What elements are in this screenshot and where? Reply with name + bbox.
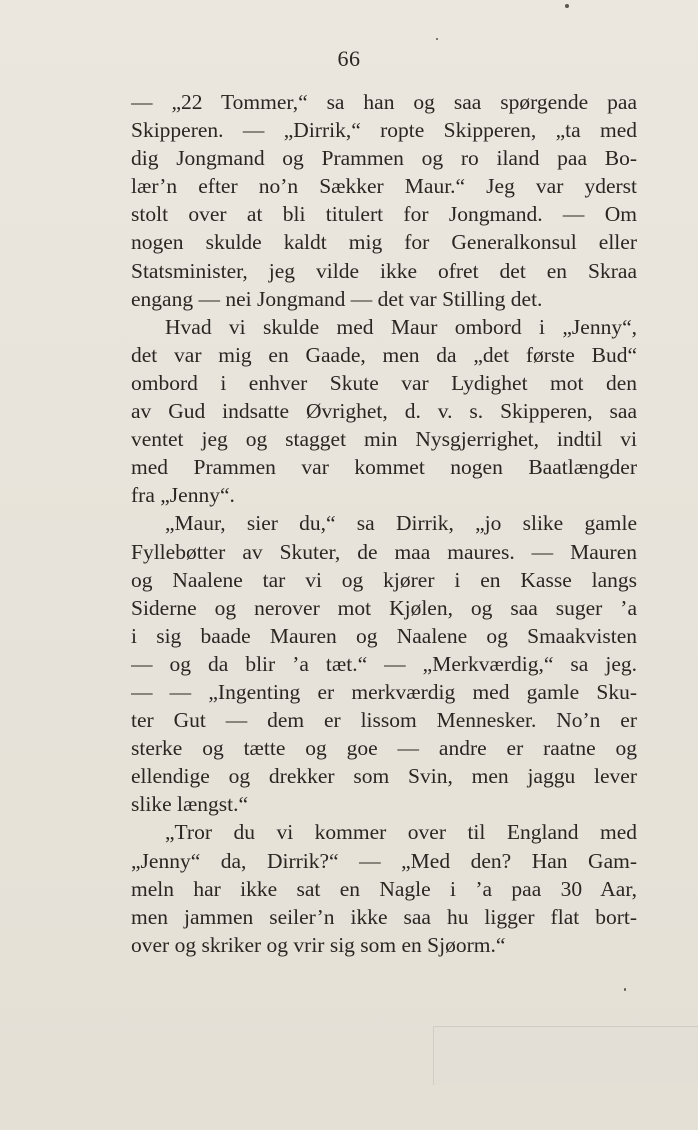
text-line: nogen skulde kaldt mig for Generalkonsul eller — [131, 230, 637, 255]
text-line: — — „Ingenting er merkværdig med gamle Sku- — [131, 679, 637, 704]
text-line: ter Gut — dem er lissom Mennesker. No’n er — [131, 708, 637, 733]
paper-speck — [436, 38, 438, 40]
text-line: ventet jeg og stagget min Nysgjerrighet, indtil vi — [131, 427, 637, 452]
text-line: dig Jongmand og Prammen og ro iland paa Bo- — [131, 146, 637, 171]
text-line: Hvad vi skulde med Maur ombord i „Jenny“, — [165, 314, 637, 339]
text-line: stolt over at bli titulert for Jongmand. — Om — [131, 202, 637, 227]
text-line: ombord i enhver Skute var Lydighet mot den — [131, 370, 637, 395]
body-text — [131, 88, 637, 959]
text-line: Statsminister, jeg vilde ikke ofret det en Skraa — [131, 258, 637, 283]
text-line: det var mig en Gaade, men da „det første Bud“ — [131, 342, 637, 367]
text-line: av Gud indsatte Øvrighet, d. v. s. Skipperen, saa — [131, 399, 637, 424]
text-line: fra „Jenny“. — [131, 483, 235, 508]
text-line: meln har ikke sat en Nagle i ’a paa 30 Aar, — [131, 876, 637, 901]
text-line: lær’n efter no’n Sækker Maur.“ Jeg var yderst — [131, 174, 637, 199]
text-line: „Tror du vi kommer over til England med — [165, 820, 637, 845]
library-stamp-area — [433, 1026, 698, 1085]
text-line: engang — nei Jongmand — det var Stilling det. — [131, 286, 543, 311]
text-line: — og da blir ’a tæt.“ — „Merkværdig,“ sa jeg. — [131, 651, 637, 676]
paper-speck — [565, 4, 569, 8]
text-line: med Prammen var kommet nogen Baatlængder — [131, 455, 637, 480]
text-line: Siderne og nerover mot Kjølen, og saa suger ’a — [131, 595, 637, 620]
paper-speck — [624, 988, 626, 991]
text-line: ellendige og drekker som Svin, men jaggu lever — [131, 764, 637, 789]
text-line: sterke og tætte og goe — andre er raatne og — [131, 736, 637, 761]
text-line: og Naalene tar vi og kjører i en Kasse langs — [131, 567, 637, 592]
text-line: „Jenny“ da, Dirrik?“ — „Med den? Han Gam- — [131, 848, 637, 873]
text-line: Skipperen. — „Dirrik,“ ropte Skipperen, „ta med — [131, 118, 637, 143]
text-line: „Maur, sier du,“ sa Dirrik, „jo slike gamle — [165, 511, 637, 536]
text-line: slike længst.“ — [131, 792, 249, 817]
page-number: 66 — [337, 46, 361, 71]
text-line: over og skriker og vrir sig som en Sjøorm.“ — [131, 932, 506, 957]
text-line: men jammen seiler’n ikke saa hu ligger flat bort- — [131, 904, 637, 929]
text-line: — „22 Tommer,“ sa han og saa spørgende paa — [131, 90, 637, 114]
text-line: i sig baade Mauren og Naalene og Smaakvisten — [131, 623, 637, 648]
text-line: Fyllebøtter av Skuter, de maa maures. — Mauren — [131, 539, 637, 564]
